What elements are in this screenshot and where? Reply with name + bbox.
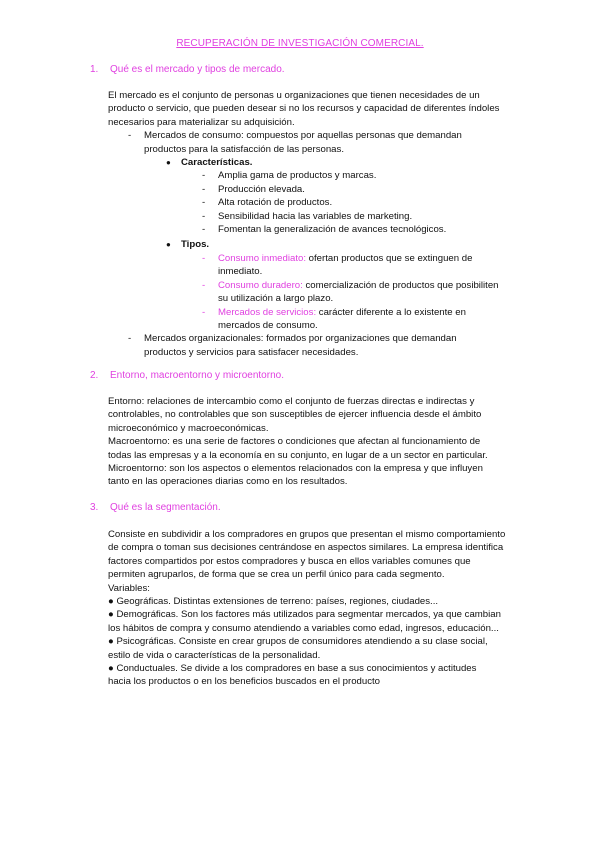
item-label: Consumo inmediato: xyxy=(218,252,306,264)
term-label: Microentorno: xyxy=(108,463,167,475)
dash-marker: - xyxy=(128,333,132,345)
item-continuation: productos para la satisfacción de las personas. xyxy=(144,143,344,155)
paragraph-line: de compra o toman sus decisiones centrándose en aspectos similares. La empresa identifica xyxy=(108,542,504,554)
paragraph-line: Consiste en subdividir a los compradores en grupos que presentan el mismo comportamiento xyxy=(108,529,506,540)
item-text: Fomentan la generalización de avances tecnológicos. xyxy=(218,224,447,236)
item-text: compuestos por aquellas personas que demandan xyxy=(243,130,462,142)
list-item xyxy=(108,169,528,182)
item-label: Consumo duradero: xyxy=(218,279,303,291)
variable-line xyxy=(108,608,528,621)
dash-marker: - xyxy=(202,183,206,195)
term-text: es una serie de factores o condiciones que afectan al funcionamiento de xyxy=(169,436,481,448)
dash-marker: - xyxy=(202,252,206,264)
dash-marker: - xyxy=(202,197,206,209)
variable-text: Consiste en crear grupos de consumidores atendiendo a su clase social, xyxy=(176,636,488,648)
section-2-body xyxy=(108,395,528,489)
paragraph-line xyxy=(108,395,528,408)
variable-text: Se divide a los compradores en base a sus conocimientos y actitudes xyxy=(177,663,477,675)
dash-marker: - xyxy=(202,224,206,236)
item-label: Mercados de consumo: xyxy=(144,130,244,142)
paragraph-line xyxy=(108,422,528,435)
list-item-tipo-2 xyxy=(108,279,528,292)
variable-text: Distintas extensiones de terreno: países, regiones, ciudades... xyxy=(170,596,439,608)
paragraph-line xyxy=(108,435,528,448)
paragraph-line: necesarios para materializar su adquisición. xyxy=(108,116,295,128)
item-label: Características. xyxy=(181,157,253,169)
list-item-caracteristicas xyxy=(108,156,528,169)
variable-line xyxy=(108,675,528,688)
item-text: ofertan productos que se extinguen de xyxy=(306,252,473,264)
term-text: todas las empresas y a la economía en su conjunto, en lugar de a un sector en particular. xyxy=(108,449,488,461)
paragraph-line xyxy=(108,408,528,421)
term-text: controlables, no controlables que son susceptibles de ejercer influencia desde el ámbito xyxy=(108,409,482,421)
section-heading-3 xyxy=(90,501,221,514)
paragraph-line: Variables: xyxy=(108,582,150,594)
variable-label: ● Geográficas. xyxy=(108,596,171,608)
list-item xyxy=(108,183,528,196)
variable-line xyxy=(108,662,528,675)
item-label: Mercados de servicios: xyxy=(218,306,317,318)
bullet-marker: ● xyxy=(166,240,171,250)
paragraph-line xyxy=(108,475,528,488)
item-continuation: mercados de consumo. xyxy=(218,319,318,331)
section-heading-2 xyxy=(90,369,284,382)
variable-line xyxy=(108,649,528,662)
list-item xyxy=(108,210,528,223)
variable-line xyxy=(108,635,528,648)
paragraph-line: permiten agruparlos, de forma que se crea un perfil único para cada segmento. xyxy=(108,569,445,581)
item-label: Tipos. xyxy=(181,239,210,251)
list-item xyxy=(108,223,528,236)
list-item xyxy=(108,196,528,209)
item-label: Mercados organizacionales: xyxy=(144,333,264,345)
list-item-consumo xyxy=(108,129,528,142)
variable-text: los hábitos de compra y consumo atendiendo a variables como edad, ingresos, educación... xyxy=(108,622,499,634)
variable-line xyxy=(108,595,528,608)
item-text: Amplia gama de productos y marcas. xyxy=(218,170,377,182)
term-label: Macroentorno: xyxy=(108,436,170,448)
paragraph-line xyxy=(108,449,528,462)
section-number: 3. xyxy=(90,502,99,513)
variable-label: ● Demográficas. xyxy=(108,609,179,621)
dash-marker: - xyxy=(128,130,132,142)
term-text: microeconómico y macroeconómicas. xyxy=(108,422,269,434)
section-3-body xyxy=(108,528,528,689)
variable-text: Son los factores más utilizados para segmentar mercados, ya que cambian xyxy=(178,609,501,621)
item-text: comercialización de productos que posibiliten xyxy=(302,279,499,291)
variable-text: estilo de vida o características de la personalidad. xyxy=(108,649,321,661)
paragraph-line: producto o servicio, que pueden desear si no los recursos y capacidad de diferentes índoles xyxy=(108,103,500,115)
item-text: Producción elevada. xyxy=(218,183,305,195)
term-text: son los aspectos o elementos relacionados con la empresa y que influyen xyxy=(166,463,483,475)
section-heading-1 xyxy=(90,63,285,76)
list-item-organizacionales xyxy=(108,332,528,345)
term-text: relaciones de intercambio como el conjunto de fuerzas directas e indirectas y xyxy=(144,396,475,407)
bullet-marker: ● xyxy=(166,158,171,168)
document-title: RECUPERACIÓN DE INVESTIGACIÓN COMERCIAL. xyxy=(176,38,424,49)
item-continuation: su utilización a largo plazo. xyxy=(218,293,334,305)
item-continuation: productos y servicios para satisfacer necesidades. xyxy=(144,346,359,358)
list-item-tipo-3 xyxy=(108,306,528,319)
item-text: Alta rotación de productos. xyxy=(218,197,333,209)
dash-marker: - xyxy=(202,170,206,182)
term-label: Entorno: xyxy=(108,396,145,407)
term-text: tanto en las operaciones diarias como en los resultados. xyxy=(108,476,348,488)
item-text: Sensibilidad hacia las variables de marketing. xyxy=(218,210,413,222)
item-continuation: inmediato. xyxy=(218,266,263,278)
section-number: 1. xyxy=(90,64,99,75)
section-title: Entorno, macroentorno y microentorno. xyxy=(110,370,284,381)
dash-marker: - xyxy=(202,279,206,291)
item-text: formados por organizaciones que demandan xyxy=(263,333,457,345)
variable-line xyxy=(108,622,528,635)
section-1-body xyxy=(108,89,528,359)
variable-label: ● Conductuales. xyxy=(108,663,178,675)
section-number: 2. xyxy=(90,370,99,381)
list-item-tipo-1 xyxy=(108,252,528,265)
variable-label: ● Psicográficas. xyxy=(108,636,177,648)
list-item-tipos xyxy=(108,238,528,251)
section-title: Qué es la segmentación. xyxy=(110,502,221,513)
paragraph-line xyxy=(108,462,528,475)
variable-text: hacia los productos o en los beneficios buscados en el producto xyxy=(108,676,380,688)
paragraph-line: El mercado es el conjunto de personas u organizaciones que tienen necesidades de un xyxy=(108,90,480,101)
item-text: carácter diferente a lo existente en xyxy=(316,306,466,318)
paragraph-line: factores compartidos por estos compradores y busca en ellos variables comunes que xyxy=(108,555,471,567)
dash-marker: - xyxy=(202,306,206,318)
section-title: Qué es el mercado y tipos de mercado. xyxy=(110,64,285,75)
dash-marker: - xyxy=(202,210,206,222)
